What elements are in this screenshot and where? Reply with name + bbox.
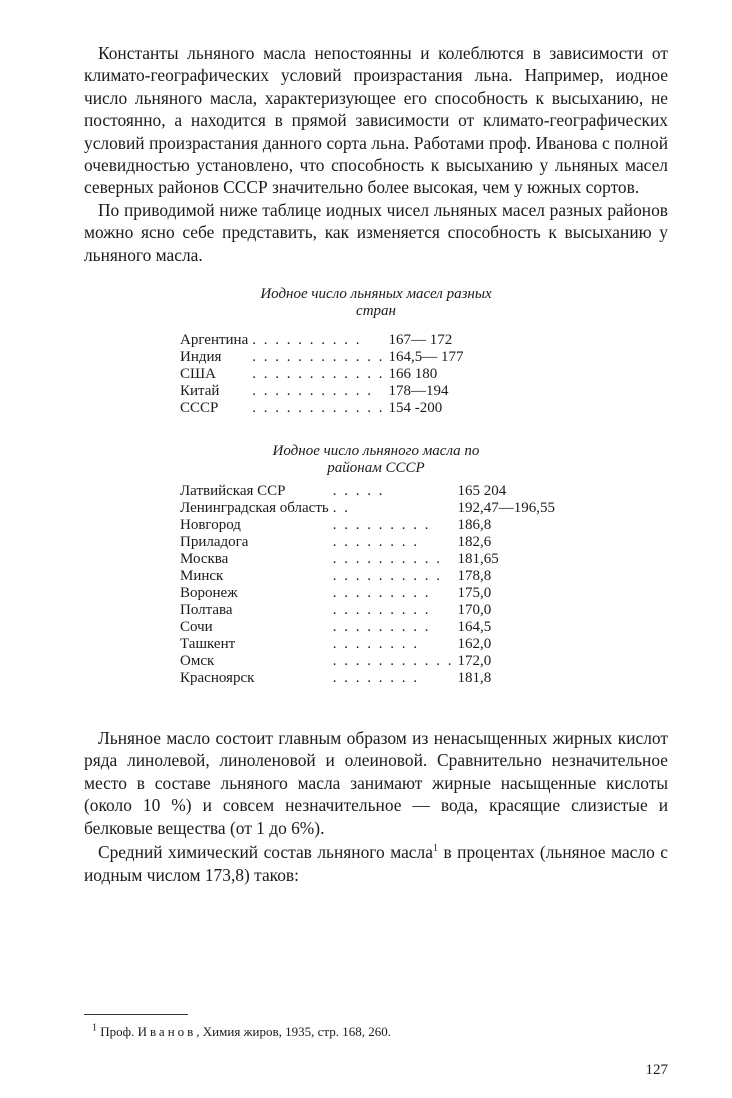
row-leader-dots: . . . . . . . . . . [252, 332, 362, 349]
table-row [180, 332, 464, 349]
row-leader-dots: . . . . . [332, 483, 385, 500]
table-row [180, 636, 555, 653]
page-number: 127 [645, 1062, 668, 1078]
row-leader-dots: . . . . . . . . . . . [252, 383, 373, 400]
row-name: Латвийская ССР [180, 483, 286, 500]
row-value: 165 204 [457, 483, 507, 500]
footnote-rest: , Химия жиров, 1935, стр. 168, 260. [196, 1024, 391, 1039]
table-countries-title-2: стран [356, 303, 396, 320]
table-regions-body [180, 483, 555, 687]
table-countries-title-1: Иодное число льняных масел разных [260, 286, 492, 303]
row-leader-dots: . . . . . . . . . [332, 517, 431, 534]
row-leader-dots: . . . . . . . . . . . . [252, 366, 385, 383]
row-value: 192,47—196,55 [457, 500, 555, 517]
row-value: 166 180 [388, 366, 438, 383]
row-value: 162,0 [457, 636, 492, 653]
row-leader-dots: . . . . . . . . [332, 636, 419, 653]
table-row [180, 383, 464, 400]
table-row [180, 585, 555, 602]
row-value: 172,0 [457, 653, 492, 670]
row-name: Сочи [180, 619, 213, 636]
footnote [92, 1024, 391, 1040]
row-leader-dots: . . . . . . . . . . . [332, 653, 454, 670]
row-leader-dots: . . . . . . . . [332, 670, 419, 687]
footnote-divider [84, 1014, 188, 1015]
footnote-ref: 1 [432, 843, 438, 855]
footnote-marker: 1 [92, 1022, 97, 1034]
row-name: Омск [180, 653, 215, 670]
table-row [180, 568, 555, 585]
table-row [180, 483, 555, 500]
table-row [180, 349, 464, 366]
footnote-author: Иванов [137, 1024, 197, 1039]
row-name: Ленинградская область [180, 500, 329, 517]
footnote-prefix: Проф. [97, 1024, 138, 1039]
table-countries [84, 286, 668, 417]
row-name: Аргентина [180, 332, 249, 349]
row-value: 175,0 [457, 585, 492, 602]
page-body [84, 42, 668, 886]
table-row [180, 517, 555, 534]
paragraph-1: Константы льняного масла непостоянны и колеблются в зависимости от климато-географических условий произрастания льна. Например, иодное число льняного масла, характеризующее его способность к высыханию, не постоянно, а находится в прямой зависимости от климато-географических условий произрастания данного сорта льна. Работами проф. Иванова с полной очевидностью установлено, что способность к высыханию у льняных масел северных районов СССР значительно более высокая, чем у южных сортов. [84, 43, 668, 198]
row-leader-dots: . . . . . . . . . . . . [252, 400, 385, 417]
row-value: 178—194 [388, 383, 449, 400]
row-name: Полтава [180, 602, 233, 619]
row-leader-dots: . . [332, 500, 350, 517]
table-regions-title-1: Иодное число льняного масла по [272, 443, 480, 460]
row-value: 164,5 [457, 619, 492, 636]
row-leader-dots: . . . . . . . . [332, 534, 419, 551]
row-name: Новгород [180, 517, 241, 534]
row-name: Ташкент [180, 636, 236, 653]
table-row [180, 366, 464, 383]
row-leader-dots: . . . . . . . . . . [332, 551, 442, 568]
row-name: Минск [180, 568, 224, 585]
row-name: СССР [180, 400, 219, 417]
paragraph-4-main: Средний химический состав льняного масла [98, 842, 433, 863]
table-row [180, 500, 555, 517]
row-name: Индия [180, 349, 222, 366]
row-name: Красноярск [180, 670, 255, 687]
row-value: 182,6 [457, 534, 492, 551]
row-name: Москва [180, 551, 229, 568]
row-leader-dots: . . . . . . . . . [332, 602, 431, 619]
row-value: 178,8 [457, 568, 492, 585]
table-row [180, 653, 555, 670]
row-leader-dots: . . . . . . . . . [332, 619, 431, 636]
row-value: 170,0 [457, 602, 492, 619]
table-row [180, 602, 555, 619]
paragraph-4 [84, 841, 668, 886]
row-name: Китай [180, 383, 220, 400]
row-value: 167— 172 [388, 332, 453, 349]
row-value: 186,8 [457, 517, 492, 534]
row-name: Воронеж [180, 585, 238, 602]
row-leader-dots: . . . . . . . . . . [332, 568, 442, 585]
table-countries-body [180, 332, 464, 417]
row-name: Приладога [180, 534, 249, 551]
row-leader-dots: . . . . . . . . . [332, 585, 431, 602]
paragraph-4-rest: в процентах (льняное масло с иодным числом 173,8) таков: [84, 842, 669, 885]
table-row [180, 619, 555, 636]
row-value: 181,65 [457, 551, 499, 568]
paragraph-3: Льняное масло состоит главным образом из ненасыщенных жирных кислот ряда линолевой, линоленовой и олеиновой. Сравнительно незначительное место в составе льняного масла занимают жирные насыщенные кислоты (около 10 %) и совсем незначительное — вода, красящие слизистые и белковые вещества (от 1 до 6%). [84, 728, 668, 838]
row-leader-dots: . . . . . . . . . . . . [252, 349, 385, 366]
table-row [180, 551, 555, 568]
row-value: 181,8 [457, 670, 492, 687]
table-regions [84, 443, 668, 687]
row-name: США [180, 366, 216, 383]
table-row [180, 670, 555, 687]
table-regions-title-2: районам СССР [327, 460, 425, 477]
table-row [180, 400, 464, 417]
table-row [180, 534, 555, 551]
row-value: 164,5— 177 [388, 349, 464, 366]
paragraph-2: По приводимой ниже таблице иодных чисел льняных масел разных районов можно ясно себе представить, как изменяется способность к высыханию у льняного масла. [84, 199, 668, 265]
row-value: 154 -200 [388, 400, 443, 417]
